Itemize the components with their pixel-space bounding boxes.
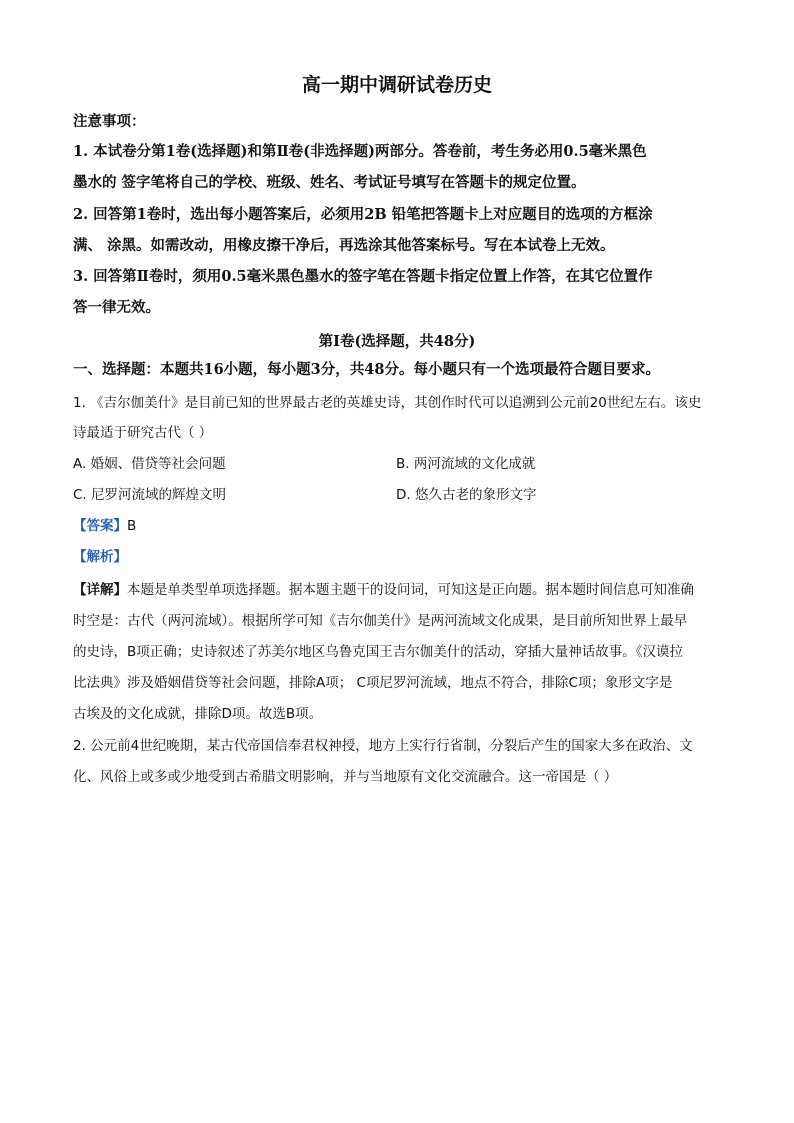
notice-heading: 注意事项： — [73, 113, 146, 130]
q1-option-d: D. 悠久古老的象形文字 — [396, 487, 537, 503]
notice-line: 1. 本试卷分第1卷(选择题)和第Ⅱ卷(非选择题)两部分。答卷前，考生务必用0.5毫米黑色 — [73, 143, 647, 160]
q1-detail-line: 【详解】本题是单类型单项选择题。据本题主题干的设问词，可知这是正向题。据本题时间信息可知准确 — [73, 582, 694, 598]
notice-line: 满、 涂黑。如需改动，用橡皮擦干净后，再选涂其他答案标号。写在本试卷上无效。 — [73, 237, 615, 254]
q1-detail-line: 古埃及的文化成就，排除D项。故选B项。 — [73, 706, 323, 722]
q1-detail-line: 比法典》涉及婚姻借贷等社会问题，排除A项； C项尼罗河流域，地点不符合，排除C项；象形文字是 — [73, 675, 673, 691]
answer-label: 答案 — [86, 518, 114, 534]
part-heading: 一、选择题：本题共16小题，每小题3分，共48分。每小题只有一个选项最符合题目要求。 — [73, 361, 660, 378]
notice-line: 答一律无效。 — [73, 299, 160, 316]
q2-stem-line: 2. 公元前4世纪晚期，某古代帝国信奉君权神授，地方上实行行省制，分裂后产生的国家大多在政治、文 — [73, 738, 693, 754]
q1-option-a: A. 婚姻、借贷等社会问题 — [73, 456, 226, 472]
q1-detail-line: 时空是：古代（两河流域）。根据所学可知《吉尔伽美什》是两河流域文化成果，是目前所知世界上最早 — [73, 613, 688, 629]
page-title: 高一期中调研试卷历史 — [301, 74, 492, 96]
q1-stem-line: 1. 《吉尔伽美什》是目前已知的世界最古老的英雄史诗，其创作时代可以追溯到公元前20世纪左右。该史 — [73, 395, 702, 411]
q1-stem-line: 诗最适于研究古代（ ） — [73, 425, 213, 441]
detail-label: 详解 — [86, 582, 114, 598]
q1-detail-line: 的史诗，B项正确；史诗叙述了苏美尔地区乌鲁克国王吉尔伽美什的活动，穿插大量神话故事。《汉谟拉 — [73, 644, 684, 660]
q1-analysis: 【解析】 — [73, 549, 127, 565]
q2-stem-line: 化、风俗上或多或少地受到古希腊文明影响，并与当地原有文化交流融合。这一帝国是（ ） — [73, 769, 618, 785]
analysis-label: 解析 — [86, 549, 114, 565]
q1-option-c: C. 尼罗河流域的辉煌文明 — [73, 487, 227, 503]
notice-line: 3. 回答第Ⅱ卷时，须用0.5毫米黑色墨水的签字笔在答题卡指定位置上作答，在其它位置作 — [73, 268, 653, 285]
answer-value: B — [127, 518, 137, 534]
section-title: 第Ⅰ卷(选择题，共48分) — [318, 333, 476, 350]
q1-option-b: B. 两河流域的文化成就 — [396, 456, 536, 472]
q1-answer: 【答案】B — [73, 518, 137, 534]
detail-text: 本题是单类型单项选择题。据本题主题干的设问词，可知这是正向题。据本题时间信息可知准确 — [127, 582, 694, 598]
notice-line: 2. 回答第1卷时，选出每小题答案后，必须用2B 铅笔把答题卡上对应题目的选项的方框涂 — [73, 206, 653, 223]
notice-line: 墨水的 签字笔将自己的学校、班级、姓名、考试证号填写在答题卡的规定位置。 — [73, 174, 586, 191]
